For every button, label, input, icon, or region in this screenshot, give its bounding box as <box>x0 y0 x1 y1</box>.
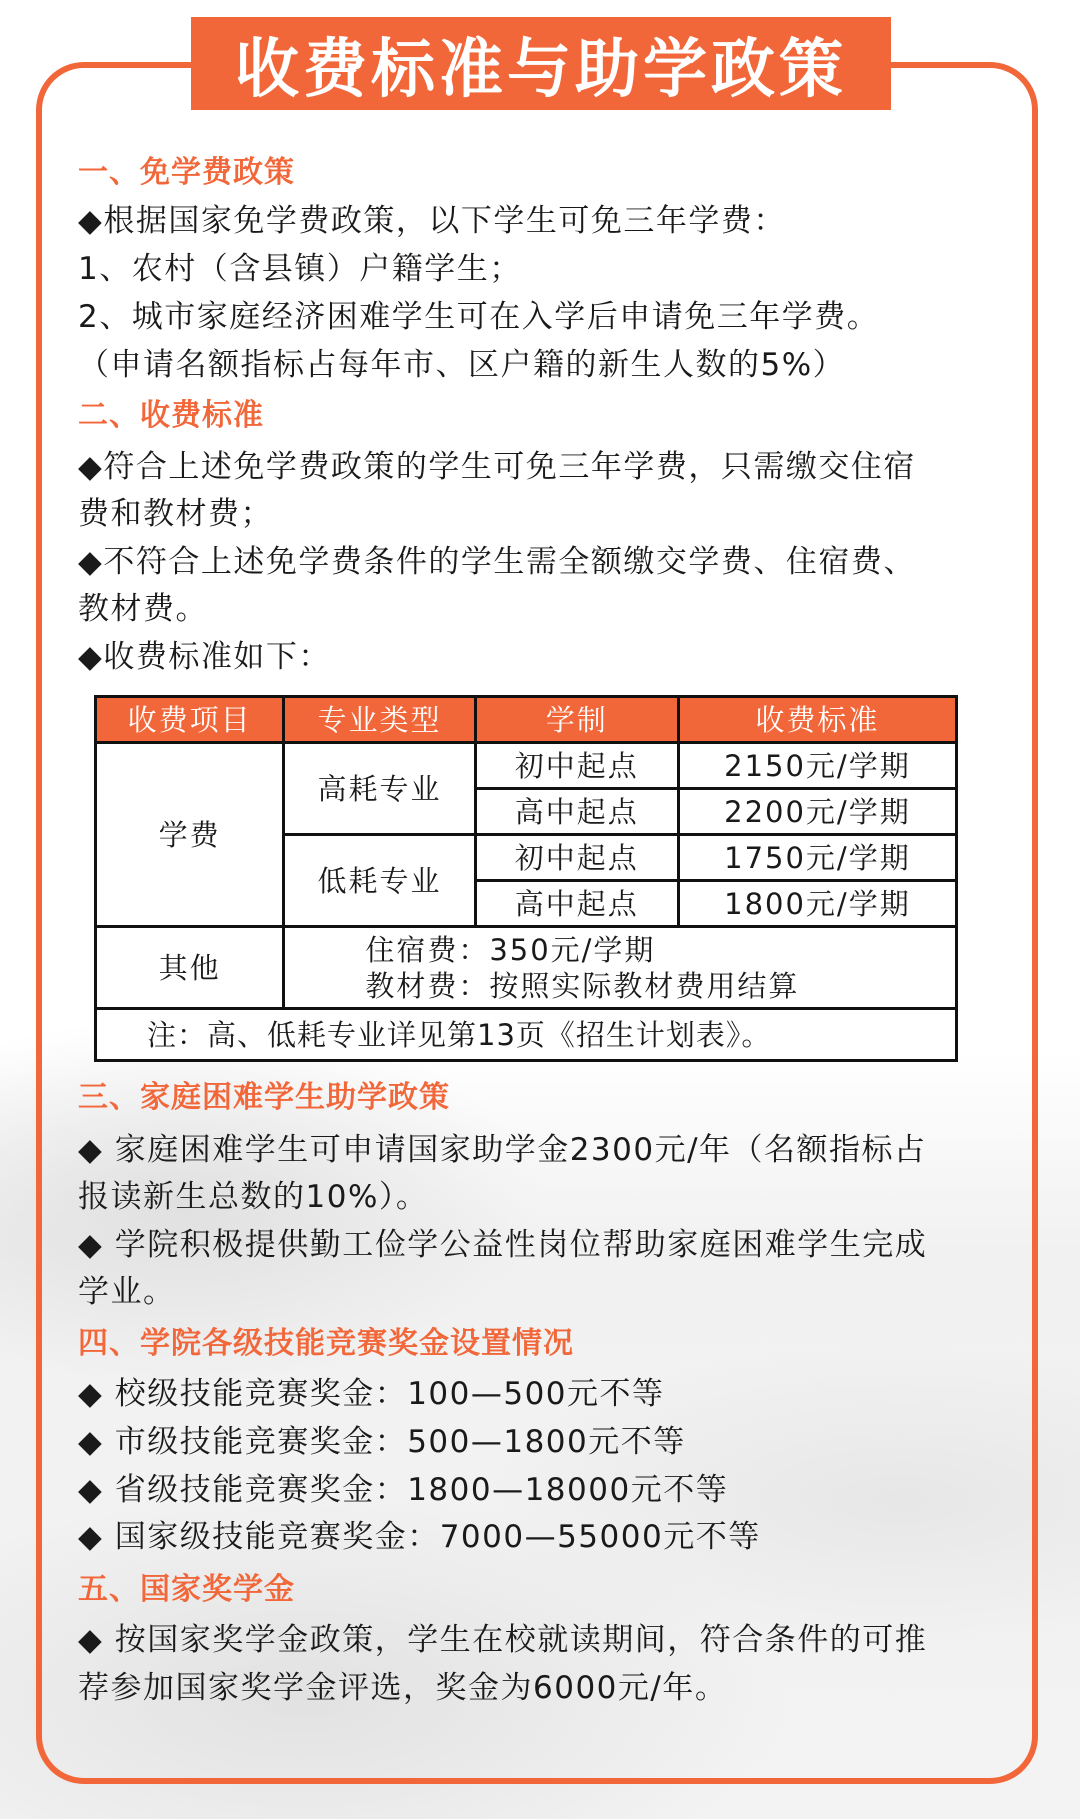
table-header-row <box>96 697 957 743</box>
section-2-line: 费和教材费； <box>78 496 273 532</box>
section-3-line: 学业。 <box>78 1274 176 1310</box>
section-1-line: （申请名额指标占每年市、区户籍的新生人数的5%） <box>78 347 846 383</box>
table-row <box>96 743 957 789</box>
table-header: 收费标准 <box>678 697 956 743</box>
fee-cell: 2150元/学期 <box>678 743 956 789</box>
section-1-line: 2、城市家庭经济困难学生可在入学后申请免三年学费。 <box>78 299 880 335</box>
section-heading-national-scholarship: 五、国家奖学金 <box>78 1572 295 1607</box>
major-type-cell: 低耗专业 <box>284 835 475 927</box>
accommodation-fee: 住宿费：350元/学期 <box>365 932 656 967</box>
table-row-note <box>96 1009 957 1061</box>
system-cell: 高中起点 <box>475 789 678 835</box>
fee-cell: 1750元/学期 <box>678 835 956 881</box>
section-2-line: ◆符合上述免学费政策的学生可免三年学费，只需缴交住宿 <box>78 449 916 485</box>
system-cell: 初中起点 <box>475 835 678 881</box>
section-1-line: 1、农村（含县镇）户籍学生； <box>78 251 522 287</box>
section-4-line: ◆ 省级技能竞赛奖金：1800—18000元不等 <box>78 1472 729 1508</box>
section-2-line: 教材费。 <box>78 591 208 627</box>
section-4-line: ◆ 国家级技能竞赛奖金：7000—55000元不等 <box>78 1519 761 1555</box>
table-note: 注：高、低耗专业详见第13页《招生计划表》。 <box>96 1009 957 1061</box>
fee-cell: 1800元/学期 <box>678 881 956 927</box>
section-3-line: ◆ 学院积极提供勤工俭学公益性岗位帮助家庭困难学生完成 <box>78 1227 928 1263</box>
section-1-line: ◆根据国家免学费政策，以下学生可免三年学费： <box>78 203 786 239</box>
section-heading-fee-standard: 二、收费标准 <box>78 398 264 433</box>
major-type-cell: 高耗专业 <box>284 743 475 835</box>
section-heading-financial-aid: 三、家庭困难学生助学政策 <box>78 1080 450 1115</box>
table-header: 专业类型 <box>284 697 475 743</box>
system-cell: 初中起点 <box>475 743 678 789</box>
table-header: 收费项目 <box>96 697 284 743</box>
section-5-line: ◆ 按国家奖学金政策，学生在校就读期间，符合条件的可推 <box>78 1622 928 1658</box>
other-fees-cell <box>284 927 957 1009</box>
other-label-cell: 其他 <box>96 927 284 1009</box>
section-heading-competition-awards: 四、学院各级技能竞赛奖金设置情况 <box>78 1326 574 1361</box>
table-row-other <box>96 927 957 1009</box>
textbook-fee: 教材费：按照实际教材费用结算 <box>365 968 800 1003</box>
section-5-line: 荐参加国家奖学金评选，奖金为6000元/年。 <box>78 1670 728 1706</box>
section-4-line: ◆ 校级技能竞赛奖金：100—500元不等 <box>78 1376 665 1412</box>
section-3-line: 报读新生总数的10%）。 <box>78 1179 429 1215</box>
page-title: 收费标准与助学政策 <box>191 17 891 110</box>
section-2-line: ◆不符合上述免学费条件的学生需全额缴交学费、住宿费、 <box>78 544 916 580</box>
tuition-label-cell: 学费 <box>96 743 284 927</box>
section-4-line: ◆ 市级技能竞赛奖金：500—1800元不等 <box>78 1424 686 1460</box>
system-cell: 高中起点 <box>475 881 678 927</box>
section-2-line: ◆收费标准如下： <box>78 639 331 675</box>
table-header: 学制 <box>475 697 678 743</box>
fee-table <box>94 695 958 1062</box>
section-heading-tuition-waiver: 一、免学费政策 <box>78 155 295 190</box>
fee-cell: 2200元/学期 <box>678 789 956 835</box>
section-3-line: ◆ 家庭困难学生可申请国家助学金2300元/年（名额指标占 <box>78 1132 927 1168</box>
